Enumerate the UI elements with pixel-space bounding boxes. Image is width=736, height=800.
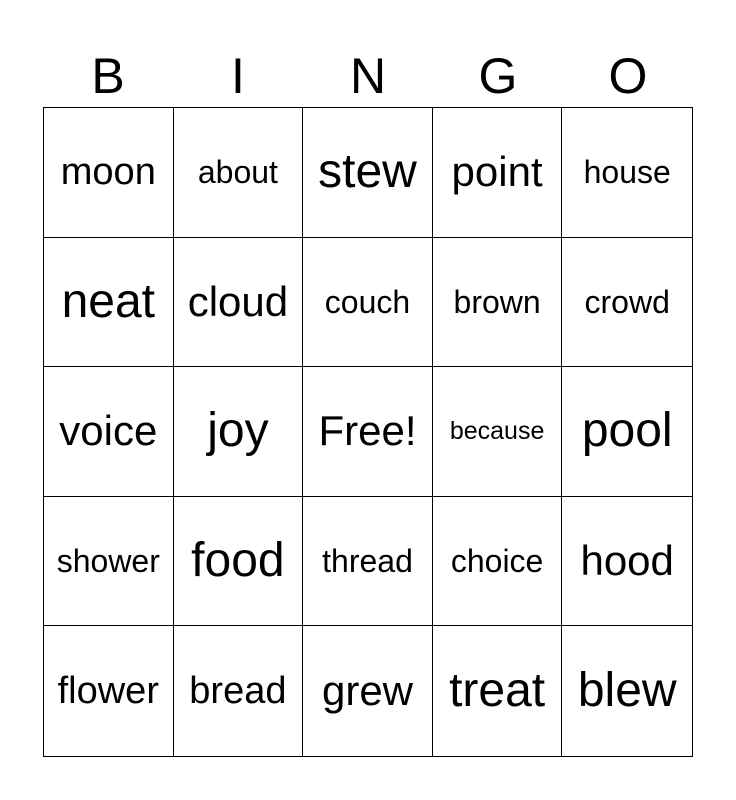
header-letter-o: O (608, 48, 648, 104)
header-letter-i: I (231, 48, 245, 104)
bingo-cell[interactable]: about (174, 108, 304, 238)
bingo-cell[interactable]: brown (433, 238, 563, 368)
bingo-cell[interactable]: neat (44, 238, 174, 368)
bingo-cell[interactable]: hood (562, 497, 692, 627)
bingo-cell[interactable]: voice (44, 367, 174, 497)
bingo-cell[interactable]: because (433, 367, 563, 497)
bingo-cell[interactable]: house (562, 108, 692, 238)
bingo-cell[interactable]: flower (44, 626, 174, 756)
bingo-header (43, 48, 693, 104)
bingo-cell[interactable]: point (433, 108, 563, 238)
bingo-cell[interactable]: bread (174, 626, 304, 756)
bingo-cell[interactable]: couch (303, 238, 433, 368)
bingo-cell[interactable]: moon (44, 108, 174, 238)
bingo-cell[interactable]: thread (303, 497, 433, 627)
bingo-cell[interactable]: stew (303, 108, 433, 238)
bingo-cell[interactable]: cloud (174, 238, 304, 368)
bingo-cell[interactable]: choice (433, 497, 563, 627)
bingo-cell[interactable]: grew (303, 626, 433, 756)
bingo-cell[interactable]: food (174, 497, 304, 627)
bingo-cell[interactable]: pool (562, 367, 692, 497)
header-letter-b: B (91, 48, 125, 104)
bingo-cell[interactable]: shower (44, 497, 174, 627)
header-letter-g: G (478, 48, 518, 104)
bingo-cell[interactable]: crowd (562, 238, 692, 368)
bingo-board (43, 107, 693, 757)
header-letter-n: N (349, 48, 387, 104)
free-space-cell[interactable]: Free! (303, 367, 433, 497)
bingo-cell[interactable]: blew (577, 664, 677, 718)
bingo-cell[interactable]: joy (174, 367, 304, 497)
bingo-cell[interactable]: treat (433, 626, 563, 756)
